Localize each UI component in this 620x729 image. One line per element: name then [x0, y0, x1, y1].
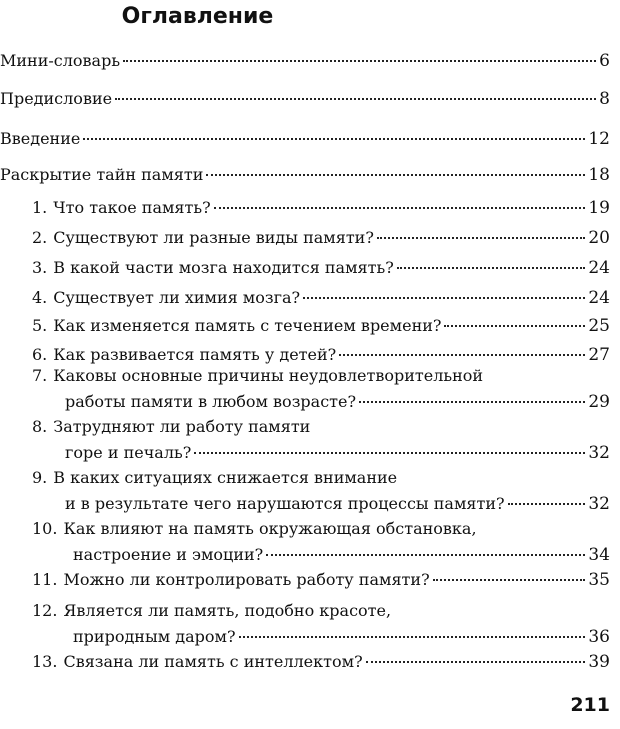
dot-leader — [366, 661, 586, 663]
toc-entry — [0, 86, 610, 112]
toc-entry-title: Каковы основные причины неудовлетворительной — [53, 366, 484, 385]
toc-entry-number: 8. — [32, 417, 48, 436]
toc-entry-title: Как развивается память у детей? — [53, 345, 337, 364]
toc-entry-title: В каких ситуациях снижается внимание — [53, 468, 398, 487]
dot-leader — [115, 98, 596, 100]
toc-entry — [32, 255, 610, 281]
toc-entry — [32, 516, 610, 568]
dot-leader — [508, 503, 586, 505]
dot-leader — [303, 297, 585, 299]
toc-entry-page: 29 — [588, 392, 610, 412]
toc-entry-page: 36 — [588, 627, 610, 647]
toc-entry-number: 1. — [32, 198, 48, 217]
toc-entry-number: 12. — [32, 601, 58, 620]
toc-entry-title: горе и печаль? — [65, 443, 192, 462]
toc-entry-page: 24 — [588, 288, 610, 308]
dot-leader — [397, 267, 586, 269]
toc-entry-page: 24 — [588, 258, 610, 278]
toc-entry-number: 9. — [32, 468, 48, 487]
toc-entry-page: 6 — [599, 51, 610, 71]
dot-leader — [266, 554, 585, 556]
toc-entry-number: 11. — [32, 570, 58, 589]
toc-entry-title: Как влияют на память окружающая обстановка, — [63, 519, 477, 538]
toc-entry — [32, 313, 610, 339]
toc-entry-page: 35 — [588, 570, 610, 590]
toc-entry — [32, 465, 610, 517]
toc-entry-title: Можно ли контролировать работу памяти? — [63, 570, 430, 589]
toc-entry-page: 39 — [588, 652, 610, 672]
dot-leader — [206, 174, 585, 176]
dot-leader — [123, 60, 596, 62]
toc-entry-page: 25 — [588, 316, 610, 336]
toc-entry-title: Является ли память, подобно красоте, — [63, 601, 392, 620]
toc-entry-title: природным даром? — [73, 627, 236, 646]
toc-entry-title: работы памяти в любом возрасте? — [65, 392, 357, 411]
dot-leader — [339, 354, 585, 356]
page-number: 211 — [570, 694, 610, 716]
toc-entry — [32, 649, 610, 675]
toc-entry-number: 13. — [32, 652, 58, 671]
toc-entry-title: настроение и эмоции? — [73, 545, 264, 564]
toc-entry — [32, 567, 610, 593]
toc-entry — [32, 285, 610, 311]
dot-leader — [433, 579, 586, 581]
toc-entry-number: 7. — [32, 366, 48, 385]
toc-entry-page: 12 — [588, 129, 610, 149]
toc-entry-title: Затрудняют ли работу памяти — [53, 417, 311, 436]
toc-entry-title: Введение — [0, 129, 81, 148]
dot-leader — [83, 138, 585, 140]
toc-entry-number: 10. — [32, 519, 58, 538]
dot-leader — [214, 207, 586, 209]
toc-entry — [32, 598, 610, 650]
toc-entry — [32, 195, 610, 221]
toc-entry — [32, 414, 610, 466]
toc-entry-number: 3. — [32, 258, 48, 277]
toc-entry-number: 4. — [32, 288, 48, 307]
toc-entry-page: 32 — [588, 443, 610, 463]
toc-entry-page: 20 — [588, 228, 610, 248]
toc-entry-number: 6. — [32, 345, 48, 364]
toc-entry — [0, 48, 610, 74]
toc-entry — [0, 162, 610, 188]
toc-entry-title: Связана ли память с интеллектом? — [63, 652, 363, 671]
dot-leader — [444, 325, 585, 327]
dot-leader — [377, 237, 585, 239]
dot-leader — [239, 636, 586, 638]
toc-entry-title: Существуют ли разные виды памяти? — [53, 228, 374, 247]
toc-entry-title: Существует ли химия мозга? — [53, 288, 301, 307]
page-title: Оглавление — [121, 4, 274, 29]
toc-entry — [0, 126, 610, 152]
toc-entry-page: 18 — [588, 165, 610, 185]
toc-entry-title: В какой части мозга находится память? — [53, 258, 394, 277]
toc-entry-title: Что такое память? — [53, 198, 211, 217]
toc-entry-number: 2. — [32, 228, 48, 247]
toc-entry-page: 19 — [588, 198, 610, 218]
toc-entry-number: 5. — [32, 316, 48, 335]
dot-leader — [359, 401, 585, 403]
toc-entry-title: Раскрытие тайн памяти — [0, 165, 204, 184]
toc-entry-title: Как изменяется память с течением времени? — [53, 316, 442, 335]
toc-entry-page: 27 — [588, 345, 610, 365]
toc-entry — [32, 225, 610, 251]
toc-entry — [32, 363, 610, 415]
toc-entry-title: и в результате чего нарушаются процессы памяти? — [65, 494, 505, 513]
toc-entry-page: 32 — [588, 494, 610, 514]
toc-entry-title: Мини-словарь — [0, 51, 121, 70]
toc-entry-page: 8 — [599, 89, 610, 109]
dot-leader — [194, 452, 585, 454]
toc-entry-page: 34 — [588, 545, 610, 565]
toc-entry-title: Предисловие — [0, 89, 113, 108]
